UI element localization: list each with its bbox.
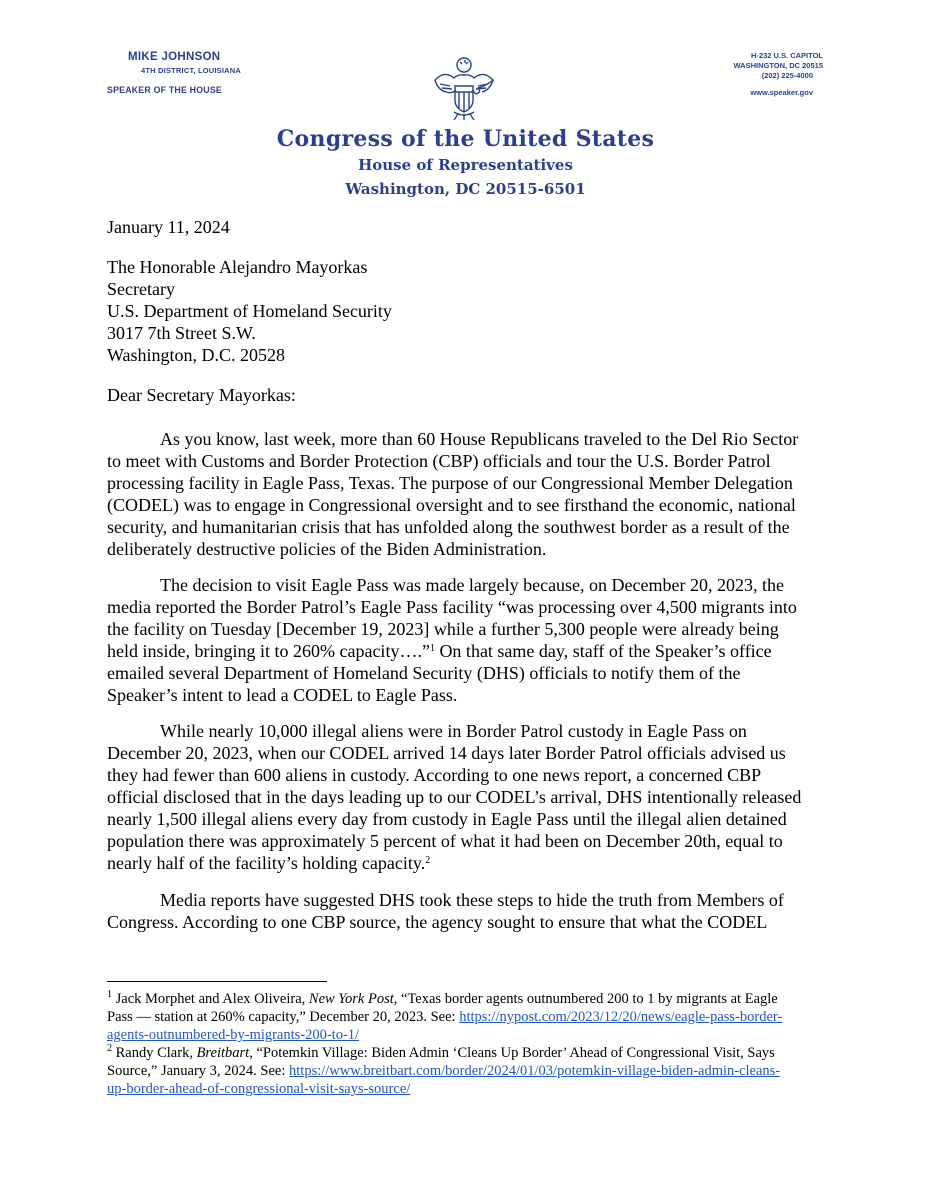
footnote-authors: Jack Morphet and Alex Oliveira,: [112, 991, 309, 1007]
body-line: to meet with Customs and Border Protection (CBP) officials and tour the U.S. Border Patrol: [107, 451, 771, 471]
footnote-link[interactable]: agents-outnumbered-by-migrants-200-to-1/: [107, 1027, 360, 1043]
letterhead-phone: (202) 225-4000: [761, 71, 813, 80]
footnote-number: 1: [107, 989, 112, 1000]
body-line: The decision to visit Eagle Pass was made largely because, on December 20, 2023, the: [160, 575, 784, 595]
body-line: the facility on Tuesday [December 19, 2023] while a further 5,300 people were already being: [107, 619, 779, 639]
footnote-line: [107, 1026, 359, 1044]
letterhead-city: Washington, DC 20515-6501: [345, 180, 586, 198]
footnote-ref-1[interactable]: 1: [429, 643, 435, 654]
body-line: they had fewer than 600 aliens in custody. According to one news report, a concerned CBP: [107, 765, 762, 785]
body-text: nearly half of the facility’s holding capacity.: [107, 853, 426, 873]
footnote-ref-2[interactable]: 2: [425, 855, 431, 866]
body-line: media reported the Border Patrol’s Eagle Pass facility “was processing over 4,500 migrants into: [107, 597, 797, 617]
body-line: processing facility in Eagle Pass, Texas. The purpose of our Congressional Member Delegation: [107, 473, 793, 493]
footnote-text: Pass — station at 260% capacity,” December 20, 2023. See:: [107, 1009, 460, 1025]
body-text: held inside, bringing it to 260% capacity….”: [107, 641, 430, 661]
body-line: official disclosed that in the days leading up to our CODEL’s arrival, DHS intentionally released: [107, 787, 802, 807]
footnote-link[interactable]: up-border-ahead-of-congressional-visit-says-source/: [107, 1081, 411, 1097]
recipient-line: 3017 7th Street S.W.: [107, 323, 256, 343]
letterhead-name: MIKE JOHNSON: [128, 51, 221, 63]
footnote-divider: [107, 981, 327, 982]
footnote-outlet: Breitbart: [196, 1045, 250, 1061]
footnote-line: [107, 1008, 782, 1026]
letterhead-title: SPEAKER OF THE HOUSE: [107, 85, 222, 95]
eagle-seal-icon: [432, 56, 496, 122]
body-line: population there was approximately 5 percent of what it had been on December 20th, equal to: [107, 831, 783, 851]
body-line: security, and humanitarian crisis that has unfolded along the southwest border as a result of the: [107, 517, 790, 537]
footnote-outlet: New York Post,: [308, 991, 398, 1007]
body-line: December 20, 2023, when our CODEL arrived 14 days later Border Patrol officials advised us: [107, 743, 786, 763]
body-line: As you know, last week, more than 60 House Republicans traveled to the Del Rio Sector: [160, 429, 799, 449]
letterhead-subheading: House of Representatives: [358, 156, 573, 174]
salutation: Dear Secretary Mayorkas:: [107, 385, 296, 405]
footnote-line: [107, 1062, 780, 1080]
footnote-text: Source,” January 3, 2024. See:: [107, 1063, 290, 1079]
body-line: Speaker’s intent to lead a CODEL to Eagle Pass.: [107, 685, 458, 705]
footnote-number: 2: [107, 1043, 112, 1054]
recipient-line: The Honorable Alejandro Mayorkas: [107, 257, 368, 277]
body-line: Congress. According to one CBP source, the agency sought to ensure that what the CODEL: [107, 912, 768, 932]
footnote-authors: Randy Clark,: [112, 1045, 197, 1061]
footnote-line: [107, 1080, 410, 1098]
body-line: Media reports have suggested DHS took these steps to hide the truth from Members of: [160, 890, 784, 910]
recipient-line: Secretary: [107, 279, 175, 299]
body-line: [107, 640, 772, 662]
recipient-line: Washington, D.C. 20528: [107, 345, 286, 365]
body-line: emailed several Department of Homeland Security (DHS) officials to notify them of the: [107, 663, 741, 683]
footnote-text: “Texas border agents outnumbered 200 to 1 by migrants at Eagle: [397, 991, 778, 1007]
letterhead-district: 4TH DISTRICT, LOUISIANA: [141, 66, 242, 75]
letterhead-address-line2: WASHINGTON, DC 20515: [733, 61, 823, 70]
letterhead-address-line1: H-232 U.S. CAPITOL: [751, 51, 823, 60]
footnote-line: [107, 1044, 775, 1062]
body-line: deliberately destructive policies of the Biden Administration.: [107, 539, 547, 559]
body-line: nearly 1,500 illegal aliens every day from custody in Eagle Pass until the illegal alien detained: [107, 809, 787, 829]
body-line: (CODEL) was to engage in Congressional oversight and to see firsthand the economic, national: [107, 495, 796, 515]
footnote-link[interactable]: https://www.breitbart.com/border/2024/01/03/potemkin-village-biden-admin-cleans-: [289, 1063, 781, 1079]
body-text: On that same day, staff of the Speaker’s office: [434, 641, 772, 661]
footnote-line: [107, 990, 778, 1008]
body-line: [107, 852, 430, 874]
recipient-line: U.S. Department of Homeland Security: [107, 301, 392, 321]
footnote-link[interactable]: https://nypost.com/2023/12/20/news/eagle-pass-border-: [459, 1009, 783, 1025]
body-line: While nearly 10,000 illegal aliens were in Border Patrol custody in Eagle Pass on: [160, 721, 747, 741]
letter-date: January 11, 2024: [107, 217, 230, 237]
letterhead-website: www.speaker.gov: [750, 88, 813, 97]
letterhead-heading: Congress of the United States: [276, 126, 655, 152]
footnote-text: , “Potemkin Village: Biden Admin ‘Cleans Up Border’ Ahead of Congressional Visit, Says: [249, 1045, 775, 1061]
